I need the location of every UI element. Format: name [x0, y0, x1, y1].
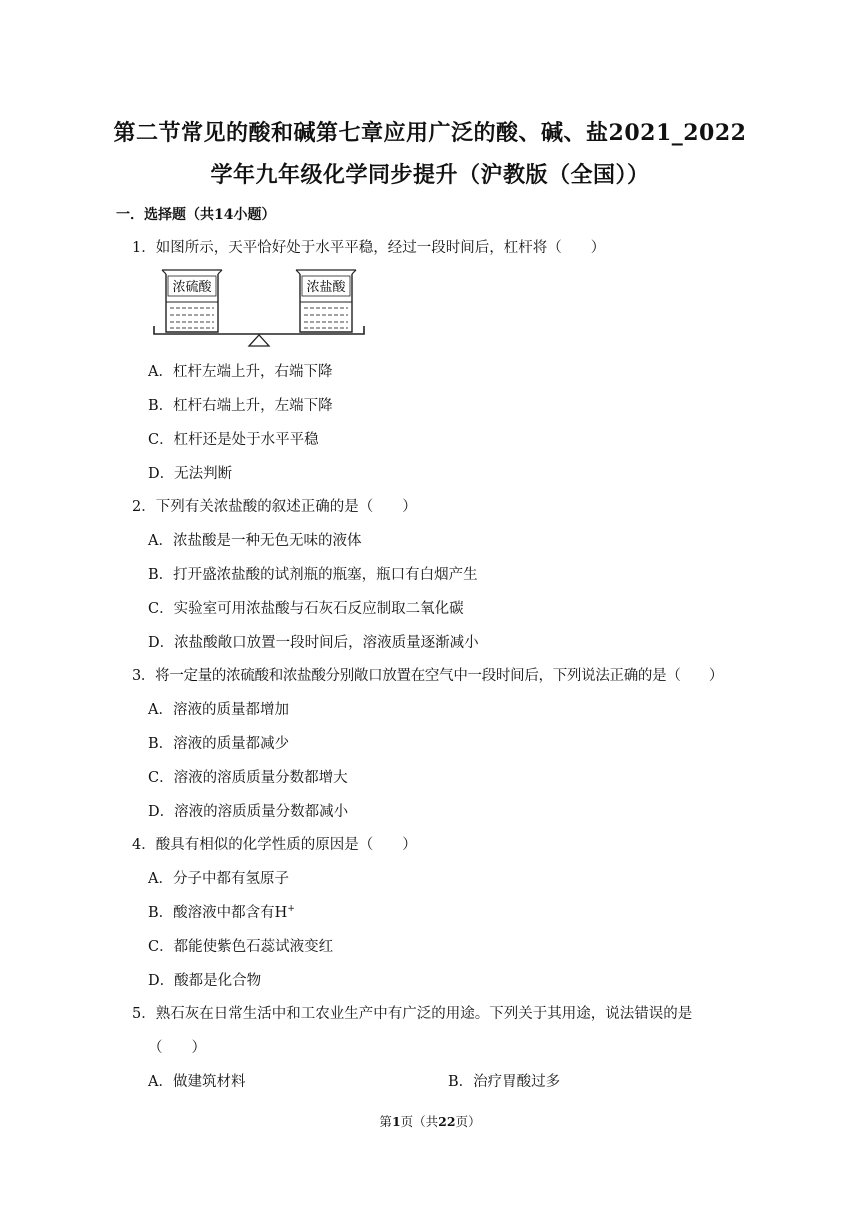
- question-3-option-d: D．溶液的溶质质量分数都减小: [148, 804, 349, 820]
- left-beaker: [162, 270, 222, 332]
- question-4-option-a: A．分子中都有氢原子: [148, 871, 289, 887]
- question-5-stem-continuation: （ ）: [148, 1040, 206, 1056]
- right-beaker-label: 浓盐酸: [306, 280, 346, 295]
- question-3-option-a: A．溶液的质量都增加: [148, 702, 289, 718]
- question-1-option-b: B．杠杆右端上升，左端下降: [148, 398, 333, 414]
- page-footer: [0, 1112, 860, 1130]
- question-5-stem: 5．熟石灰在日常生活中和工农业生产中有广泛的用途。下列关于其用途，说法错误的是: [132, 1006, 693, 1022]
- question-1-stem: 1．如图所示，天平恰好处于水平平稳，经过一段时间后，杠杆将（ ）: [132, 240, 606, 256]
- document-title-line1: 第二节常见的酸和碱第七章应用广泛的酸、碱、盐2021_2022: [113, 120, 747, 146]
- current-page-number: 1: [391, 1114, 401, 1129]
- section-heading: 一．选择题（共14小题）: [116, 207, 276, 223]
- question-2-option-c: C．实验室可用浓盐酸与石灰石反应制取二氧化碳: [148, 601, 464, 617]
- fulcrum: [249, 335, 269, 346]
- footer-suffix: 页）: [455, 1114, 481, 1129]
- footer-prefix: 第: [379, 1114, 392, 1129]
- question-2-option-d: D．浓盐酸敞口放置一段时间后，溶液质量逐渐减小: [148, 635, 479, 651]
- question-4-stem: 4．酸具有相似的化学性质的原因是（ ）: [132, 837, 417, 853]
- question-3-option-c: C．溶液的溶质质量分数都增大: [148, 770, 348, 786]
- question-1-option-d: D．无法判断: [148, 466, 233, 482]
- lever-bar: [154, 326, 364, 334]
- question-2-option-a: A．浓盐酸是一种无色无味的液体: [148, 533, 362, 549]
- footer-mid: 页（共: [400, 1114, 439, 1129]
- question-4-option-d: D．酸都是化合物: [148, 973, 262, 989]
- question-5-option-a: A．做建筑材料: [148, 1074, 246, 1090]
- question-3-option-b: B．溶液的质量都减少: [148, 736, 290, 752]
- question-4-option-b: [148, 901, 295, 922]
- question-3-stem: 3．将一定量的浓硫酸和浓盐酸分别敞口放置在空气中一段时间后，下列说法正确的是（ ）: [132, 668, 724, 684]
- left-beaker-label: 浓硫酸: [172, 280, 212, 295]
- question-2-option-b: B．打开盛浓盐酸的试剂瓶的瓶塞，瓶口有白烟产生: [148, 567, 478, 583]
- question-2-stem: 2．下列有关浓盐酸的叙述正确的是（ ）: [132, 499, 417, 515]
- hydrogen-ion-charge: +: [287, 904, 295, 915]
- question-5-option-b: B．治疗胃酸过多: [448, 1074, 561, 1090]
- question-4-option-c: C．都能使紫色石蕊试液变红: [148, 939, 334, 955]
- question-4-option-b-text: B．酸溶液中都含有H: [148, 905, 288, 921]
- total-page-count: 22: [438, 1114, 456, 1129]
- question-1-option-a: A．杠杆左端上升，右端下降: [148, 364, 333, 380]
- balance-beaker-figure: [150, 262, 368, 350]
- question-1-option-c: C．杠杆还是处于水平平稳: [148, 432, 319, 448]
- document-title-line2: 学年九年级化学同步提升（沪教版（全国））: [210, 162, 650, 188]
- right-beaker: [296, 270, 356, 332]
